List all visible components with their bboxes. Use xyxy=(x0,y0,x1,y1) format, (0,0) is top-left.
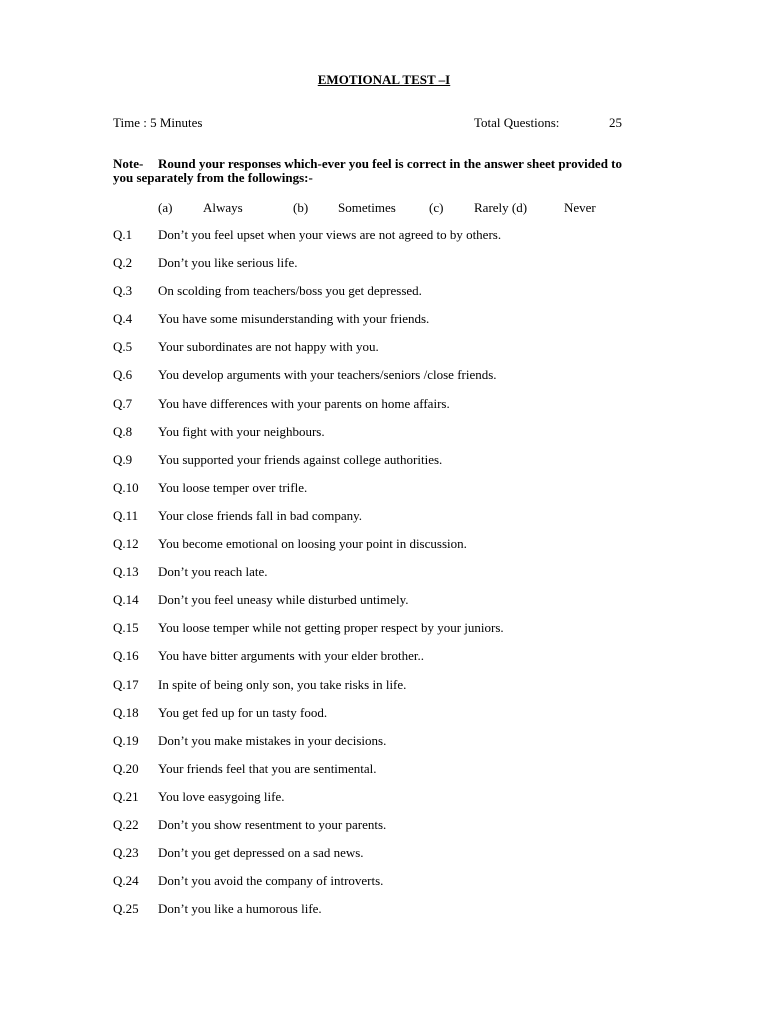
question-item xyxy=(113,536,673,564)
question-text: Don’t you like a humorous life. xyxy=(158,901,322,917)
question-item xyxy=(113,873,673,901)
test-meta xyxy=(113,115,633,133)
question-text: You love easygoing life. xyxy=(158,788,285,804)
question-text: Don’t you feel upset when your views are not agreed to by others. xyxy=(158,227,502,242)
question-item xyxy=(113,901,673,929)
question-text: In spite of being only son, you take risks in life. xyxy=(158,676,407,692)
total-questions-label: Total Questions: xyxy=(474,115,560,130)
question-text: You have differences with your parents on home affairs. xyxy=(158,395,450,411)
question-item xyxy=(113,283,673,311)
question-number: Q.10 xyxy=(113,479,139,495)
question-item xyxy=(113,480,673,508)
question-text: You fight with your neighbours. xyxy=(158,423,325,439)
question-text: Don’t you get depressed on a sad news. xyxy=(158,845,364,861)
question-number: Q.14 xyxy=(113,592,139,608)
question-text: You loose temper over trifle. xyxy=(158,479,308,495)
question-number: Q.17 xyxy=(113,676,139,692)
question-list xyxy=(113,227,673,929)
question-number: Q.12 xyxy=(113,536,139,552)
question-item xyxy=(113,761,673,789)
question-number: Q.21 xyxy=(113,788,139,804)
option-b-key: (b) xyxy=(293,200,309,215)
question-item xyxy=(113,255,673,283)
question-number: Q.19 xyxy=(113,732,139,748)
question-text: You loose temper while not getting proper respect by your juniors. xyxy=(158,620,504,636)
question-number: Q.23 xyxy=(113,845,139,861)
question-number: Q.6 xyxy=(113,367,133,383)
question-number: Q.9 xyxy=(113,451,133,467)
question-item xyxy=(113,311,673,339)
question-text: On scolding from teachers/boss you get depressed. xyxy=(158,283,422,299)
note-text: Round your responses which-ever you feel is correct in the answer sheet provided to you separately from the followings:- xyxy=(113,156,623,185)
question-text: Your subordinates are not happy with you. xyxy=(158,339,379,355)
question-item xyxy=(113,339,673,367)
question-item xyxy=(113,396,673,424)
page-title: EMOTIONAL TEST –I xyxy=(317,72,451,87)
question-text: Your close friends fall in bad company. xyxy=(158,507,362,523)
question-item xyxy=(113,648,673,676)
question-number: Q.3 xyxy=(113,283,133,299)
question-item xyxy=(113,367,673,395)
option-d-label: Never xyxy=(564,200,596,215)
total-questions-value: 25 xyxy=(609,115,622,130)
question-number: Q.13 xyxy=(113,564,139,580)
question-number: Q.11 xyxy=(113,507,139,523)
option-b-label: Sometimes xyxy=(338,200,396,215)
question-number: Q.7 xyxy=(113,395,133,411)
question-text: You have bitter arguments with your elder brother.. xyxy=(158,648,424,664)
question-text: Don’t you make mistakes in your decisions. xyxy=(158,732,387,748)
question-text: Don’t you show resentment to your parents. xyxy=(158,816,387,832)
question-item xyxy=(113,592,673,620)
question-text: You become emotional on loosing your point in discussion. xyxy=(158,536,467,552)
question-item xyxy=(113,424,673,452)
question-number: Q.15 xyxy=(113,620,139,636)
question-item xyxy=(113,227,673,255)
question-number: Q.4 xyxy=(113,311,133,327)
question-item xyxy=(113,789,673,817)
question-item xyxy=(113,508,673,536)
question-number: Q.20 xyxy=(113,760,139,776)
option-c-label: Rarely (d) xyxy=(474,200,528,215)
question-item xyxy=(113,705,673,733)
question-number: Q.5 xyxy=(113,339,133,355)
question-item xyxy=(113,677,673,705)
instructions-note xyxy=(113,157,633,185)
question-text: Don’t you like serious life. xyxy=(158,255,298,271)
question-text: You develop arguments with your teachers/seniors /close friends. xyxy=(158,367,497,383)
question-number: Q.25 xyxy=(113,901,139,917)
note-label: Note- xyxy=(113,156,144,171)
question-text: Don’t you avoid the company of introverts. xyxy=(158,873,384,889)
question-text: Don’t you reach late. xyxy=(158,564,268,580)
option-a-key: (a) xyxy=(158,200,173,215)
question-number: Q.1 xyxy=(113,227,133,242)
answer-options xyxy=(113,200,633,218)
question-text: You get fed up for un tasty food. xyxy=(158,704,328,720)
question-number: Q.22 xyxy=(113,816,139,832)
question-text: Your friends feel that you are sentimental. xyxy=(158,760,377,776)
option-c-key: (c) xyxy=(429,200,444,215)
time-limit: Time : 5 Minutes xyxy=(113,115,203,130)
question-number: Q.24 xyxy=(113,873,139,889)
question-item xyxy=(113,817,673,845)
question-item xyxy=(113,845,673,873)
question-item xyxy=(113,564,673,592)
question-item xyxy=(113,733,673,761)
question-number: Q.16 xyxy=(113,648,139,664)
question-number: Q.8 xyxy=(113,423,133,439)
question-number: Q.2 xyxy=(113,255,133,271)
question-text: You supported your friends against college authorities. xyxy=(158,451,443,467)
question-item xyxy=(113,452,673,480)
question-text: Don’t you feel uneasy while disturbed untimely. xyxy=(158,592,409,608)
question-number: Q.18 xyxy=(113,704,139,720)
question-text: You have some misunderstanding with your friends. xyxy=(158,311,430,327)
option-a-label: Always xyxy=(203,200,243,215)
question-item xyxy=(113,620,673,648)
